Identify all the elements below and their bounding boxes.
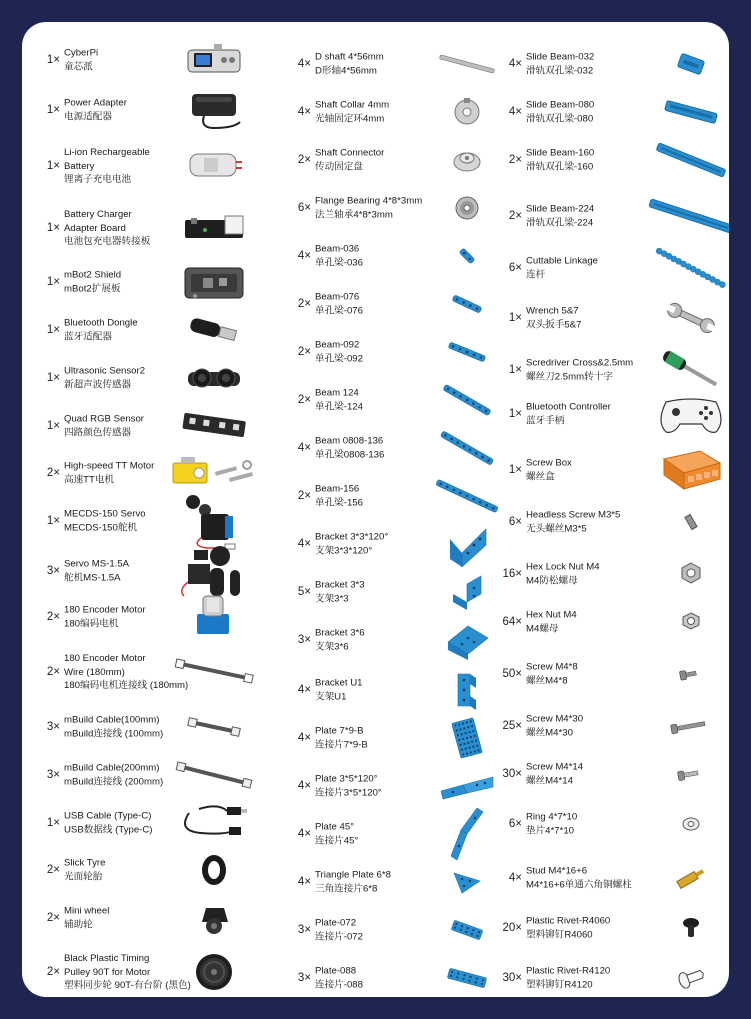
part-name-cn: 连接片7*9-B — [315, 739, 368, 750]
rivet-black-icon — [676, 913, 706, 943]
part-names — [315, 51, 384, 78]
part-name-en: Bracket 3*3 — [315, 579, 365, 591]
part-name-cn: 传动固定盘 — [315, 161, 363, 172]
part-names — [64, 146, 150, 187]
part-name-en: Slide Beam-160 — [526, 147, 595, 159]
part-name-cn: 180编码电机 — [64, 618, 119, 629]
tt-motor-icon — [169, 453, 259, 493]
part-names — [526, 99, 594, 126]
part-name-en: mBuild Cable(200mm) — [64, 762, 160, 774]
part-name-en: Screw M4*8 — [526, 661, 578, 673]
part-name-cn: 连杆 — [526, 269, 546, 280]
part-name-cn: 单孔梁-124 — [315, 401, 363, 412]
pulley-icon — [192, 950, 236, 994]
wire-long-icon — [169, 657, 259, 687]
part-quantity: 5× — [297, 586, 311, 598]
part-names — [526, 561, 600, 588]
part-name-en: 180 Encoder Motor — [64, 652, 146, 664]
part-name-en: Beam 124 — [315, 387, 359, 399]
part-name-cn: 高速TT电机 — [64, 474, 115, 485]
part-names — [64, 558, 129, 585]
ring-icon — [676, 809, 706, 839]
part-quantity: 3× — [46, 721, 60, 733]
part-name-en: mBuild Cable(100mm) — [64, 714, 160, 726]
part-names — [526, 147, 594, 174]
headless-screw-icon — [676, 507, 706, 537]
part-name-cn: 蓝牙手柄 — [526, 415, 565, 426]
part-name-cn: MECDS-150舵机 — [64, 522, 138, 533]
part-name-cn: 连接片-072 — [315, 931, 363, 942]
part-quantity: 1× — [46, 222, 60, 234]
part-name-cn: 蓝牙适配器 — [64, 331, 112, 342]
part-quantity: 2× — [297, 154, 311, 166]
part-quantity: 2× — [46, 467, 60, 479]
slide-beam-080-icon — [661, 97, 721, 127]
part-names — [64, 413, 144, 440]
part-quantity: 1× — [508, 364, 522, 376]
ultrasonic-sensor-icon — [184, 358, 244, 398]
part-quantity: 4× — [297, 538, 311, 550]
part-quantity: 1× — [46, 54, 60, 66]
part-name-cn: M4*16+6单通六角铜螺柱 — [526, 879, 632, 890]
part-quantity: 20× — [502, 922, 522, 934]
screw-short-icon — [661, 659, 721, 689]
slide-beam-160-icon — [651, 140, 729, 180]
part-name-cn: 螺丝盒 — [526, 471, 555, 482]
cable-short-icon — [184, 714, 244, 740]
part-names — [64, 952, 191, 993]
part-quantity: 2× — [46, 611, 60, 623]
part-name-cn: 双头扳手5&7 — [526, 319, 582, 330]
part-quantity: 25× — [502, 720, 522, 732]
part-name-en: Bluetooth Dongle — [64, 317, 138, 329]
triangle-plate-icon — [450, 867, 484, 897]
part-name-en: Ultrasonic Sensor2 — [64, 365, 146, 377]
part-names — [64, 317, 138, 344]
part-name-en: Plastic Rivet-R4060 — [526, 915, 611, 927]
part-quantity: 2× — [297, 394, 311, 406]
bracket-3x6-icon — [444, 620, 490, 660]
part-name-en: Plate 3*5*120° — [315, 773, 378, 785]
battery-icon — [184, 146, 244, 186]
part-quantity: 4× — [297, 684, 311, 696]
tyre-icon — [194, 850, 234, 890]
part-names — [526, 305, 581, 332]
shaft-collar-icon — [447, 92, 487, 132]
cyberpi-board-icon — [184, 40, 244, 80]
part-name-cn: 辅助轮 — [64, 919, 93, 930]
slide-beam-224-icon — [646, 194, 729, 238]
part-names — [315, 387, 363, 414]
part-quantity: 1× — [46, 104, 60, 116]
part-name-cn: M4防松螺母 — [526, 575, 578, 586]
part-name-cn: 锂离子充电电池 — [64, 173, 132, 185]
part-name-en: Shaft Connector — [315, 147, 385, 159]
part-name-cn: 单孔梁0808-136 — [315, 449, 385, 460]
part-name-en: Black Plastic Timing — [64, 952, 150, 964]
screw-box-icon — [656, 445, 726, 495]
part-name-en: Screw Box — [526, 457, 572, 469]
part-name-en: Bracket 3*6 — [315, 627, 365, 639]
plate-45-icon — [447, 804, 487, 864]
usb-dongle-icon — [184, 313, 244, 347]
part-name-cn: 支架U1 — [315, 691, 347, 702]
power-adapter-icon — [184, 88, 244, 132]
part-name-cn: D形轴4*56mm — [315, 65, 377, 76]
part-name-en: Plate 7*9-B — [315, 725, 364, 737]
part-name-cn: 单孔梁-036 — [315, 257, 363, 268]
part-quantity: 4× — [297, 876, 311, 888]
part-quantity: 64× — [502, 616, 522, 628]
part-name-en: Hex Nut M4 — [526, 609, 577, 621]
part-name-cn: 垫片4*7*10 — [526, 825, 574, 836]
part-name-cn: 180编码电机连接线 (180mm) — [64, 679, 189, 691]
part-quantity: 2× — [297, 490, 311, 502]
part-quantity: 4× — [297, 780, 311, 792]
plate-120-icon — [437, 769, 497, 803]
part-names — [315, 869, 391, 896]
part-name-en: Plate-088 — [315, 965, 357, 977]
lock-nut-icon — [676, 559, 706, 589]
part-name-cn: mBot2扩展板 — [64, 283, 121, 294]
part-names — [315, 435, 384, 462]
part-quantity: 1× — [508, 408, 522, 420]
part-name-cn: 螺丝M4*30 — [526, 727, 573, 738]
part-name-cn: 童芯派 — [64, 61, 93, 72]
part-name-cn: 塑料同步轮 90T-有台阶 (黑色) — [64, 979, 191, 991]
part-names — [526, 509, 620, 536]
screw-long-icon — [661, 711, 721, 741]
part-name-en: Beam-156 — [315, 483, 360, 495]
part-names — [315, 677, 362, 704]
part-name-en: Slide Beam-032 — [526, 51, 595, 63]
part-name-cn: M4螺母 — [526, 623, 559, 634]
part-name-cn: 单孔梁-156 — [315, 497, 363, 508]
part-quantity: 30× — [502, 972, 522, 984]
part-names — [64, 857, 105, 884]
part-names — [64, 208, 150, 249]
part-name-cn: 支架3*6 — [315, 641, 349, 652]
part-name-cn: 四路颜色传感器 — [64, 427, 132, 438]
screwdriver-icon — [656, 346, 726, 394]
part-names — [64, 460, 154, 487]
part-names — [315, 965, 363, 992]
charger-board-icon — [181, 208, 247, 248]
part-name-en: CyberPi — [64, 47, 99, 59]
part-name-cn: USB数据线 (Type-C) — [64, 824, 153, 835]
part-name-cn: 单孔梁-092 — [315, 353, 363, 364]
part-name-cn: 连接片45° — [315, 835, 359, 846]
part-name-en: Servo MS-1.5A — [64, 558, 130, 570]
plate-088-icon — [432, 948, 502, 997]
part-name-en: D shaft 4*56mm — [315, 51, 384, 63]
part-name-cn: 螺丝M4*8 — [526, 675, 568, 686]
part-quantity: 2× — [46, 966, 60, 978]
part-name-en: Bracket U1 — [315, 677, 363, 689]
part-name-en: Wrench 5&7 — [526, 305, 579, 317]
mini-wheel-icon — [194, 898, 234, 938]
brass-stud-icon — [671, 863, 711, 893]
part-quantity: 4× — [297, 58, 311, 70]
part-name-en: Screw M4*14 — [526, 761, 584, 773]
part-quantity: 6× — [508, 516, 522, 528]
part-names — [526, 713, 583, 740]
part-quantity: 1× — [46, 515, 60, 527]
part-quantity: 2× — [46, 666, 60, 678]
parts-list-card — [22, 22, 729, 997]
part-name-cn: 法兰轴承4*8*3mm — [315, 209, 393, 220]
part-name-en: Slick Tyre — [64, 857, 106, 869]
part-name-en: Scredriver Cross&2.5mm — [526, 357, 634, 369]
part-quantity: 4× — [297, 442, 311, 454]
part-names — [315, 99, 389, 126]
part-names — [526, 51, 594, 78]
part-name-en: Shaft Collar 4mm — [315, 99, 390, 111]
part-name-cn: 光轴固定环4mm — [315, 113, 385, 124]
part-quantity: 4× — [297, 106, 311, 118]
part-names — [526, 915, 610, 942]
part-name-en: Headless Screw M3*5 — [526, 509, 621, 521]
hex-nut-icon — [676, 607, 706, 637]
plate-7x9-icon — [432, 708, 502, 768]
part-quantity: 1× — [46, 160, 60, 172]
shield-board-icon — [181, 258, 247, 306]
part-names — [526, 457, 572, 484]
part-names — [64, 269, 121, 296]
part-name-en: Li-ion Rechargeable — [64, 146, 150, 158]
part-names — [315, 725, 368, 752]
part-name-en: Beam-036 — [315, 243, 360, 255]
part-name-cn: mBuild连接线 (200mm) — [64, 776, 164, 787]
part-names — [315, 627, 365, 654]
part-name-en: Hex Lock Nut M4 — [526, 561, 600, 573]
part-name-en: Beam-092 — [315, 339, 360, 351]
encoder-motor-icon — [189, 592, 239, 642]
part-name-en: Adapter Board — [64, 222, 126, 234]
part-name-cn: 螺丝M4*14 — [526, 775, 573, 786]
part-names — [315, 821, 358, 848]
part-names — [526, 865, 632, 892]
part-quantity: 2× — [46, 864, 60, 876]
part-quantity: 6× — [508, 262, 522, 274]
part-names — [64, 365, 145, 392]
part-quantity: 30× — [502, 768, 522, 780]
part-name-cn: 塑料铆钉R4060 — [526, 929, 593, 940]
part-quantity: 50× — [502, 668, 522, 680]
screw-medium-icon — [661, 759, 721, 789]
part-quantity: 1× — [508, 312, 522, 324]
shaft-connector-icon — [447, 140, 487, 180]
part-name-cn: 连接片3*5*120° — [315, 787, 382, 798]
linkage-icon — [651, 243, 729, 293]
part-quantity: 6× — [508, 818, 522, 830]
part-name-cn: 滑轨双孔梁-080 — [526, 113, 594, 124]
part-names — [64, 97, 127, 124]
part-names — [315, 917, 363, 944]
part-name-en: Triangle Plate 6*8 — [315, 869, 391, 881]
part-name-cn: 塑料铆钉R4120 — [526, 979, 593, 990]
part-name-en: Screw M4*30 — [526, 713, 584, 725]
part-name-cn: 滑轨双孔梁-160 — [526, 161, 594, 172]
part-name-en: Quad RGB Sensor — [64, 413, 144, 425]
part-name-en: mBot2 Shield — [64, 269, 122, 281]
part-names — [64, 714, 163, 741]
part-quantity: 6× — [297, 202, 311, 214]
gamepad-icon — [656, 392, 726, 436]
part-quantity: 4× — [297, 828, 311, 840]
part-name-en: Ring 4*7*10 — [526, 811, 578, 823]
bracket-u1-icon — [452, 670, 482, 710]
part-name-cn: 单孔梁-076 — [315, 305, 363, 316]
part-name-en: USB Cable (Type-C) — [64, 810, 152, 822]
part-name-en: Battery — [64, 160, 95, 172]
part-names — [64, 905, 109, 932]
part-name-cn: 电池包充电器转接板 — [64, 235, 151, 247]
part-quantity: 3× — [297, 972, 311, 984]
part-name-cn: 三角连接片6*8 — [315, 883, 378, 894]
part-names — [526, 761, 583, 788]
part-names — [526, 255, 598, 282]
part-name-en: Flange Bearing 4*8*3mm — [315, 195, 423, 207]
part-names — [526, 609, 577, 636]
bearing-icon — [447, 188, 487, 228]
part-name-cn: 支架3*3 — [315, 593, 349, 604]
part-quantity: 2× — [508, 154, 522, 166]
part-name-en: Wire (180mm) — [64, 666, 125, 678]
part-name-cn: 舵机MS-1.5A — [64, 572, 121, 583]
part-quantity: 16× — [502, 568, 522, 580]
part-names — [64, 762, 163, 789]
part-name-en: Plate-072 — [315, 917, 357, 929]
part-quantity: 3× — [297, 634, 311, 646]
part-name-en: Bracket 3*3*120° — [315, 531, 389, 543]
slide-beam-032-icon — [671, 49, 711, 79]
part-names — [315, 243, 363, 270]
part-name-en: Beam-076 — [315, 291, 360, 303]
wrench-icon — [661, 298, 721, 338]
part-names — [526, 357, 633, 384]
part-name-en: Mini wheel — [64, 905, 110, 917]
part-name-cn: 无头螺丝M3*5 — [526, 523, 587, 534]
part-quantity: 2× — [508, 210, 522, 222]
part-names — [64, 604, 146, 631]
part-name-en: Battery Charger — [64, 208, 132, 220]
part-quantity: 4× — [508, 106, 522, 118]
part-name-cn: 滑轨双孔梁-032 — [526, 65, 594, 76]
part-names — [315, 531, 388, 558]
part-quantity: 1× — [46, 420, 60, 432]
usb-cable-icon — [179, 801, 249, 845]
part-names — [64, 47, 98, 74]
part-names — [526, 203, 594, 230]
part-quantity: 3× — [297, 924, 311, 936]
part-name-cn: 电源适配器 — [64, 111, 112, 122]
part-name-en: Pulley 90T for Motor — [64, 966, 151, 978]
part-quantity: 1× — [46, 817, 60, 829]
part-names — [315, 483, 363, 510]
part-quantity: 1× — [46, 324, 60, 336]
part-names — [64, 508, 146, 535]
part-names — [315, 147, 384, 174]
part-name-en: Bluetooth Controller — [526, 401, 611, 413]
part-name-en: High-speed TT Motor — [64, 460, 155, 472]
part-quantity: 4× — [508, 872, 522, 884]
part-quantity: 4× — [508, 58, 522, 70]
part-name-cn: 连接片-088 — [315, 979, 363, 990]
part-quantity: 2× — [297, 298, 311, 310]
part-name-en: Power Adapter — [64, 97, 127, 109]
part-names — [315, 579, 365, 606]
cable-long-icon — [172, 758, 256, 792]
part-names — [526, 811, 577, 838]
part-name-en: Stud M4*16+6 — [526, 865, 588, 877]
part-names — [526, 965, 610, 992]
part-name-cn: mBuild连接线 (100mm) — [64, 728, 164, 739]
part-name-en: Plastic Rivet-R4120 — [526, 965, 611, 977]
part-quantity: 3× — [46, 769, 60, 781]
part-names — [315, 773, 382, 800]
part-name-en: Slide Beam-080 — [526, 99, 595, 111]
part-name-cn: 新超声波传感器 — [64, 379, 132, 390]
part-quantity: 2× — [46, 912, 60, 924]
rgb-sensor-icon — [179, 409, 249, 443]
part-quantity: 1× — [46, 372, 60, 384]
bracket-120-icon — [442, 519, 492, 569]
part-quantity: 2× — [297, 346, 311, 358]
part-name-cn: 支架3*3*120° — [315, 545, 373, 556]
part-names — [315, 195, 422, 222]
part-quantity: 4× — [297, 250, 311, 262]
part-names — [526, 401, 611, 428]
part-name-en: 180 Encoder Motor — [64, 604, 146, 616]
part-quantity: 1× — [508, 464, 522, 476]
rivet-white-icon — [674, 963, 708, 993]
part-names — [526, 661, 578, 688]
part-names — [64, 810, 152, 837]
part-quantity: 4× — [297, 732, 311, 744]
part-name-cn: 光面轮胎 — [64, 871, 103, 882]
part-name-en: Beam 0808-136 — [315, 435, 384, 447]
bracket-3x3-icon — [447, 572, 487, 612]
part-name-en: Plate 45° — [315, 821, 355, 833]
part-names — [315, 291, 363, 318]
part-name-cn: 螺丝刀2.5mm转十字 — [526, 371, 613, 382]
part-quantity: 3× — [46, 565, 60, 577]
part-quantity: 1× — [46, 276, 60, 288]
d-shaft-icon — [437, 51, 497, 77]
part-name-en: Cuttable Linkage — [526, 255, 599, 267]
part-names — [315, 339, 363, 366]
part-name-cn: 滑轨双孔梁-224 — [526, 217, 594, 228]
part-name-en: MECDS-150 Servo — [64, 508, 146, 520]
part-name-en: Slide Beam-224 — [526, 203, 595, 215]
